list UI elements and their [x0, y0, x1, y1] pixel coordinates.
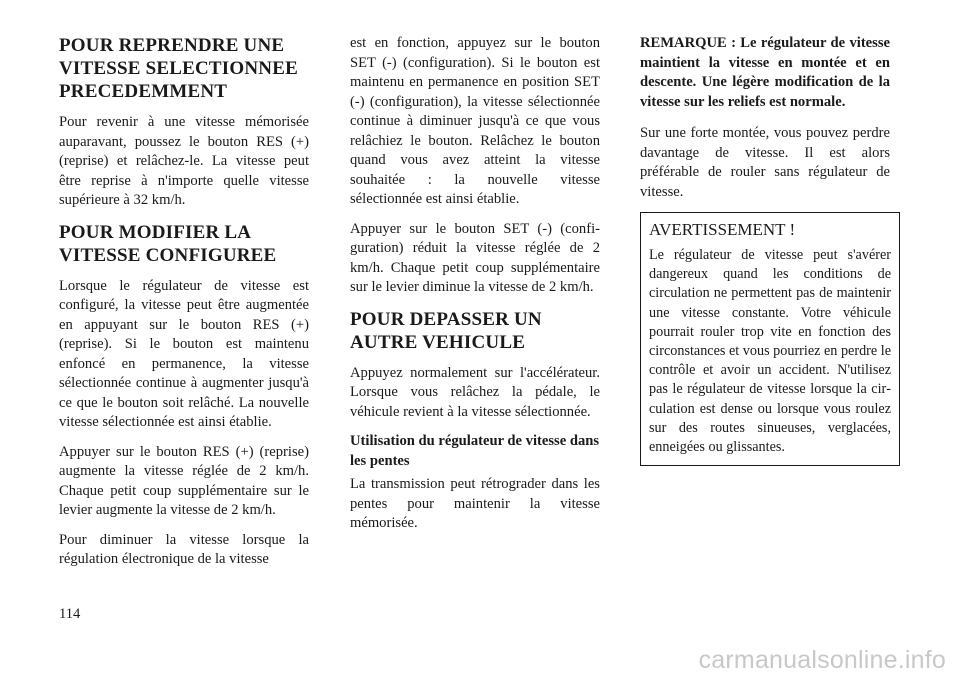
page-number: 114: [59, 606, 81, 622]
subheading-slopes: Utilisation du régulateur de vitesse dans les pentes: [350, 433, 600, 469]
paragraph-res-increment: Appuyer sur le bouton RES (+) (reprise) augmente la vitesse réglée de 2 km/h. Chaque petit coup supplémentaire sur le levier augmente la vitesse de 2 km/h.: [59, 443, 309, 518]
warning-text: Le régulateur de vitesse peut s'avérer dangereux quand les conditions de circulation ne permettent pas de maintenir une vitesse constante. Votre véhicule pourrait rouler trop vite en fonction des circonstances et vous pourriez en perdre le contrôle et avoir un accident. N'utilisez pas le régulateur de vitesse lorsque la circulation est dense ou lorsque vous roulez sur des routes sinueuses, verglacées, enneigées ou glissantes.: [649, 247, 891, 456]
paragraph-slopes: La transmission peut rétrograder dans les pentes pour maintenir la vitesse mémorisée.: [350, 476, 600, 531]
paragraph-decrease-start: Pour diminuer la vitesse lorsque la régulation électronique de la vitesse: [59, 531, 309, 567]
paragraph-overtake: Appuyez normalement sur l'accélérateur. Lorsque vous relâchez la pédale, le véhicule revient à la vitesse sélectionnée.: [350, 364, 600, 420]
heading-modify-speed: POUR MODIFIER LA VITESSE CONFIGUREE: [59, 221, 277, 266]
paragraph-set-increment: Appuyer sur le bouton SET (-) (configuration) réduit la vitesse réglée de 2 km/h. Chaque petit coup supplémentaire sur le levier diminue la vitesse de 2 km/h.: [350, 220, 600, 295]
column-right: [640, 34, 890, 466]
column-middle: [350, 34, 600, 544]
warning-box: [640, 212, 900, 466]
warning-title: AVERTISSEMENT !: [649, 220, 796, 239]
watermark: carmanualsonline.info: [698, 646, 946, 674]
paragraph-resume: Pour revenir à une vitesse mémorisée auparavant, poussez le bouton RES (+) (reprise) et relâchez-le. La vitesse peut être reprise à n'importe quelle vitesse supérieure à 32 km/h.: [59, 114, 309, 208]
paragraph-decrease-cont: est en fonction, appuyez sur le bouton SET (-) (configuration). Si le bouton est maintenu en permanence en position SET (-) (configuration), la vitesse sélectionnée continue à diminuer jusqu'à ce que vous relâchiez le bouton. Relâchez le bouton quand vous avez atteint la vitesse souhaitée : la nouvelle vitesse sélectionnée est ainsi établie.: [350, 35, 600, 207]
heading-resume-speed: POUR REPRENDRE UNE VITESSE SELECTIONNEE PRECEDEMMENT: [59, 35, 298, 102]
paragraph-steep-climb: Sur une forte montée, vous pouvez perdre davantage de vitesse. Il est alors préférable de rouler sans régulateur de vitesse.: [640, 125, 890, 200]
paragraph-modify: Lorsque le régulateur de vitesse est configuré, la vitesse peut être augmentée en appuyant sur le bouton RES (+) (reprise). Si le bouton est maintenu enfoncé en permanence, la vitesse sélectionnée continue à augmenter jusqu'à ce que le bouton soit relâché. La nouvelle vitesse sélectionnée est ainsi établie.: [59, 277, 309, 430]
heading-overtake: POUR DEPASSER UN AUTRE VEHICULE: [350, 308, 542, 353]
remark-note: REMARQUE : Le régulateur de vitesse maintient la vitesse en montée et en descente. Une légère modification de la vitesse sur les reliefs est normale.: [640, 35, 890, 110]
column-left: [59, 34, 309, 580]
